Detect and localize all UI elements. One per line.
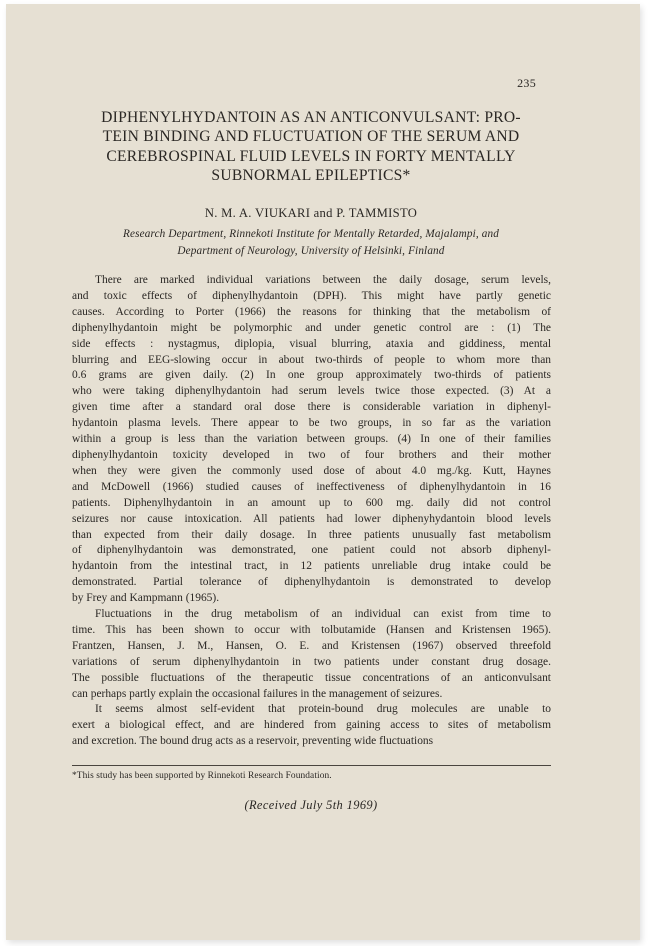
text-line: who were taking diphenylhydantoin had serum levels twice those expected. (3) At a — [72, 385, 551, 398]
text-line: than expected from their daily dosage. In three patients unusually fast metabolism — [72, 528, 551, 541]
footnote: *This study has been supported by Rinnekoti Research Foundation. — [72, 771, 332, 781]
text-line: when they were given the commonly used dose of about 4.0 mg./kg. Kutt, Haynes — [72, 464, 551, 477]
text-line: given time after a standard oral dose there is considerable variation in diphenyl- — [72, 401, 551, 414]
page-number: 235 — [517, 76, 536, 90]
article-body — [72, 273, 551, 750]
text-line: blurring and EEG-slowing occur in about two-thirds of people to whom more than — [72, 353, 551, 366]
received-date: (Received July 5th 1969) — [244, 798, 378, 812]
text-line: can perhaps partly explain the occasional failures in the management of seizures. — [72, 687, 443, 700]
paragraph — [72, 273, 551, 607]
title-line: DIPHENYLHYDANTOIN AS AN ANTICONVULSANT: PRO- — [101, 109, 521, 126]
paragraph — [72, 702, 551, 750]
article-title — [66, 108, 556, 185]
text-line: hydantoin plasma levels. There appear to be two groups, in so far as the variation — [72, 417, 551, 430]
paragraph — [72, 607, 551, 702]
text-line: diphenylhydantoin toxicity developed in two of four brothers and their mother — [72, 448, 551, 461]
title-line: CEREBROSPINAL FLUID LEVELS IN FORTY MENTALLY — [106, 147, 516, 165]
text-line: causes. According to Porter (1966) the reasons for thinking that the metabolism of — [72, 305, 551, 318]
affiliation-line: Research Department, Rinnekoti Institute for Mentally Retarded, Majalampi, and — [123, 228, 499, 240]
title-line: SUBNORMAL EPILEPTICS* — [211, 166, 411, 184]
text-line: and toxic effects of diphenylhydantoin (DPH). This might have partly genetic — [72, 289, 551, 302]
text-line: hydantoin from the intestinal tract, in 12 patients unreliable drug intake could be — [72, 560, 551, 573]
text-line: demonstrated. Partial tolerance of diphenylhydantoin is demonstrated to develop — [72, 576, 551, 589]
text-line: 0.6 grams are given daily. (2) In one group approximately two-thirds of patients — [72, 369, 551, 382]
text-line: by Frey and Kampmann (1965). — [72, 592, 220, 605]
footnote-divider — [72, 765, 551, 766]
text-line: exert a biological effect, and are hindered from gaining access to sites of metabolism — [72, 719, 551, 732]
text-line: It seems almost self-evident that protein-bound drug molecules are unable to — [95, 703, 551, 716]
text-line: time. This has been shown to occur with tolbutamide (Hansen and Kristensen 1965). — [72, 623, 551, 636]
affiliation — [64, 226, 558, 260]
text-line: variations of serum diphenylhydantoin in two patients under constant drug dosage. — [72, 655, 551, 668]
text-line: There are marked individual variations between the daily dosage, serum levels, — [95, 274, 551, 286]
text-line: Fluctuations in the drug metabolism of an individual can exist from time to — [95, 608, 551, 621]
text-line: and excretion. The bound drug acts as a reservoir, preventing wide fluctuations — [72, 735, 434, 748]
text-line: of diphenylhydantoin was demonstrated, one patient could not absorb diphenyl- — [72, 544, 551, 557]
text-line: and McDowell (1966) studied causes of ineffectiveness of diphenylhydantoin in 16 — [72, 480, 551, 493]
journal-page — [6, 4, 640, 940]
affiliation-line: Department of Neurology, University of Helsinki, Finland — [177, 245, 445, 257]
text-line: Frantzen, Hansen, J. M., Hansen, O. E. and Kristensen (1967) observed threefold — [72, 639, 551, 652]
text-line: seizures nor cause intoxication. All patients had lower diphenyhydantoin blood levels — [72, 512, 551, 525]
text-line: diphenylhydantoin might be polymorphic and under genetic control are : (1) The — [72, 321, 551, 334]
text-line: side effects : nystagmus, diplopia, visual blurring, ataxia and giddiness, mental — [72, 337, 551, 350]
text-line: within a group is less than the variation between groups. (4) In one of their families — [72, 433, 551, 446]
authors: N. M. A. VIUKARI and P. TAMMISTO — [204, 206, 418, 220]
title-line: TEIN BINDING AND FLUCTUATION OF THE SERUM AND — [102, 128, 520, 146]
text-line: The possible fluctuations of the therapeutic tissue concentrations of an anticonvulsant — [72, 671, 551, 684]
text-line: patients. Diphenylhydantoin in an amount up to 600 mg. daily did not control — [72, 496, 551, 509]
